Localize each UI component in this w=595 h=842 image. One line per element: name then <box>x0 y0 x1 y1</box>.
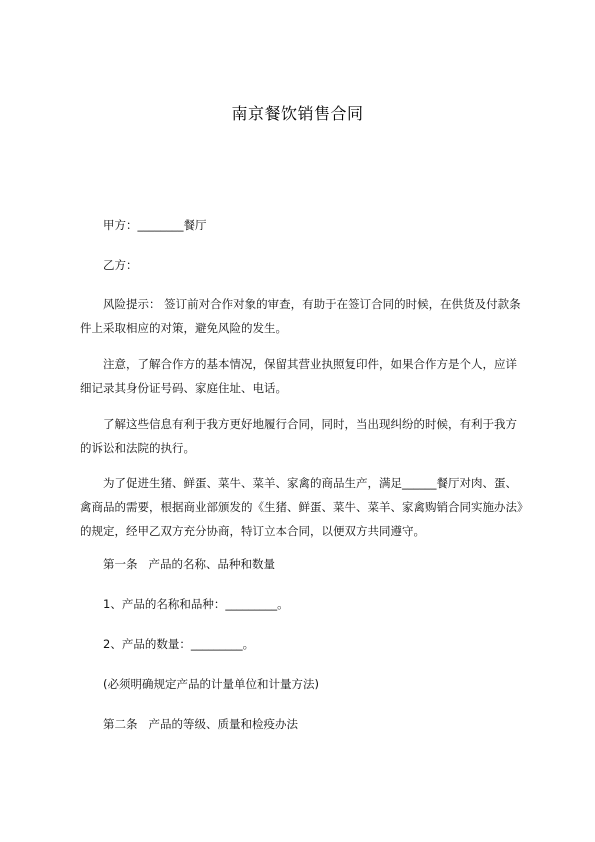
article-1-item-1: 1、产品的名称和品种：_________。 <box>103 597 289 611</box>
risk-notice-paragraph: 风险提示： 签订前对合作对象的审查，有助于在签订合同的时候，在供货及付款条件上采取相应的对策，避免风险的发生。 <box>80 297 521 335</box>
attention-paragraph: 注意，了解合作方的基本情况，保留其营业执照复印件，如果合作方是个人，应详细记录其身份证号码、家庭住址、电话。 <box>80 357 517 395</box>
preamble-paragraph: 为了促进生猪、鲜蛋、菜牛、菜羊、家禽的商品生产，满足______餐厅对肉、蛋、禽商品的需要，根据商业部颁发的《生猪、鲜蛋、菜牛、菜羊、家禽购销合同实施办法》的规定，经甲乙双方充分协商，特订立本合同，以便双方共同遵守。 <box>80 476 523 538</box>
party-a-line: 甲方：________餐厅 <box>103 218 207 232</box>
article-1-note: (必须明确规定产品的计量单位和计量方法) <box>103 677 319 691</box>
article-1-heading: 第一条 产品的名称、品种和数量 <box>103 557 275 571</box>
article-2-heading: 第二条 产品的等级、质量和检疫办法 <box>103 717 298 731</box>
benefit-paragraph: 了解这些信息有利于我方更好地履行合同，同时，当出现纠纷的时候，有利于我方的诉讼和法院的执行。 <box>80 417 517 455</box>
article-1-item-2: 2、产品的数量：_________。 <box>103 637 255 651</box>
page-title: 南京餐饮销售合同 <box>231 104 364 123</box>
party-b-line: 乙方： <box>103 258 138 272</box>
